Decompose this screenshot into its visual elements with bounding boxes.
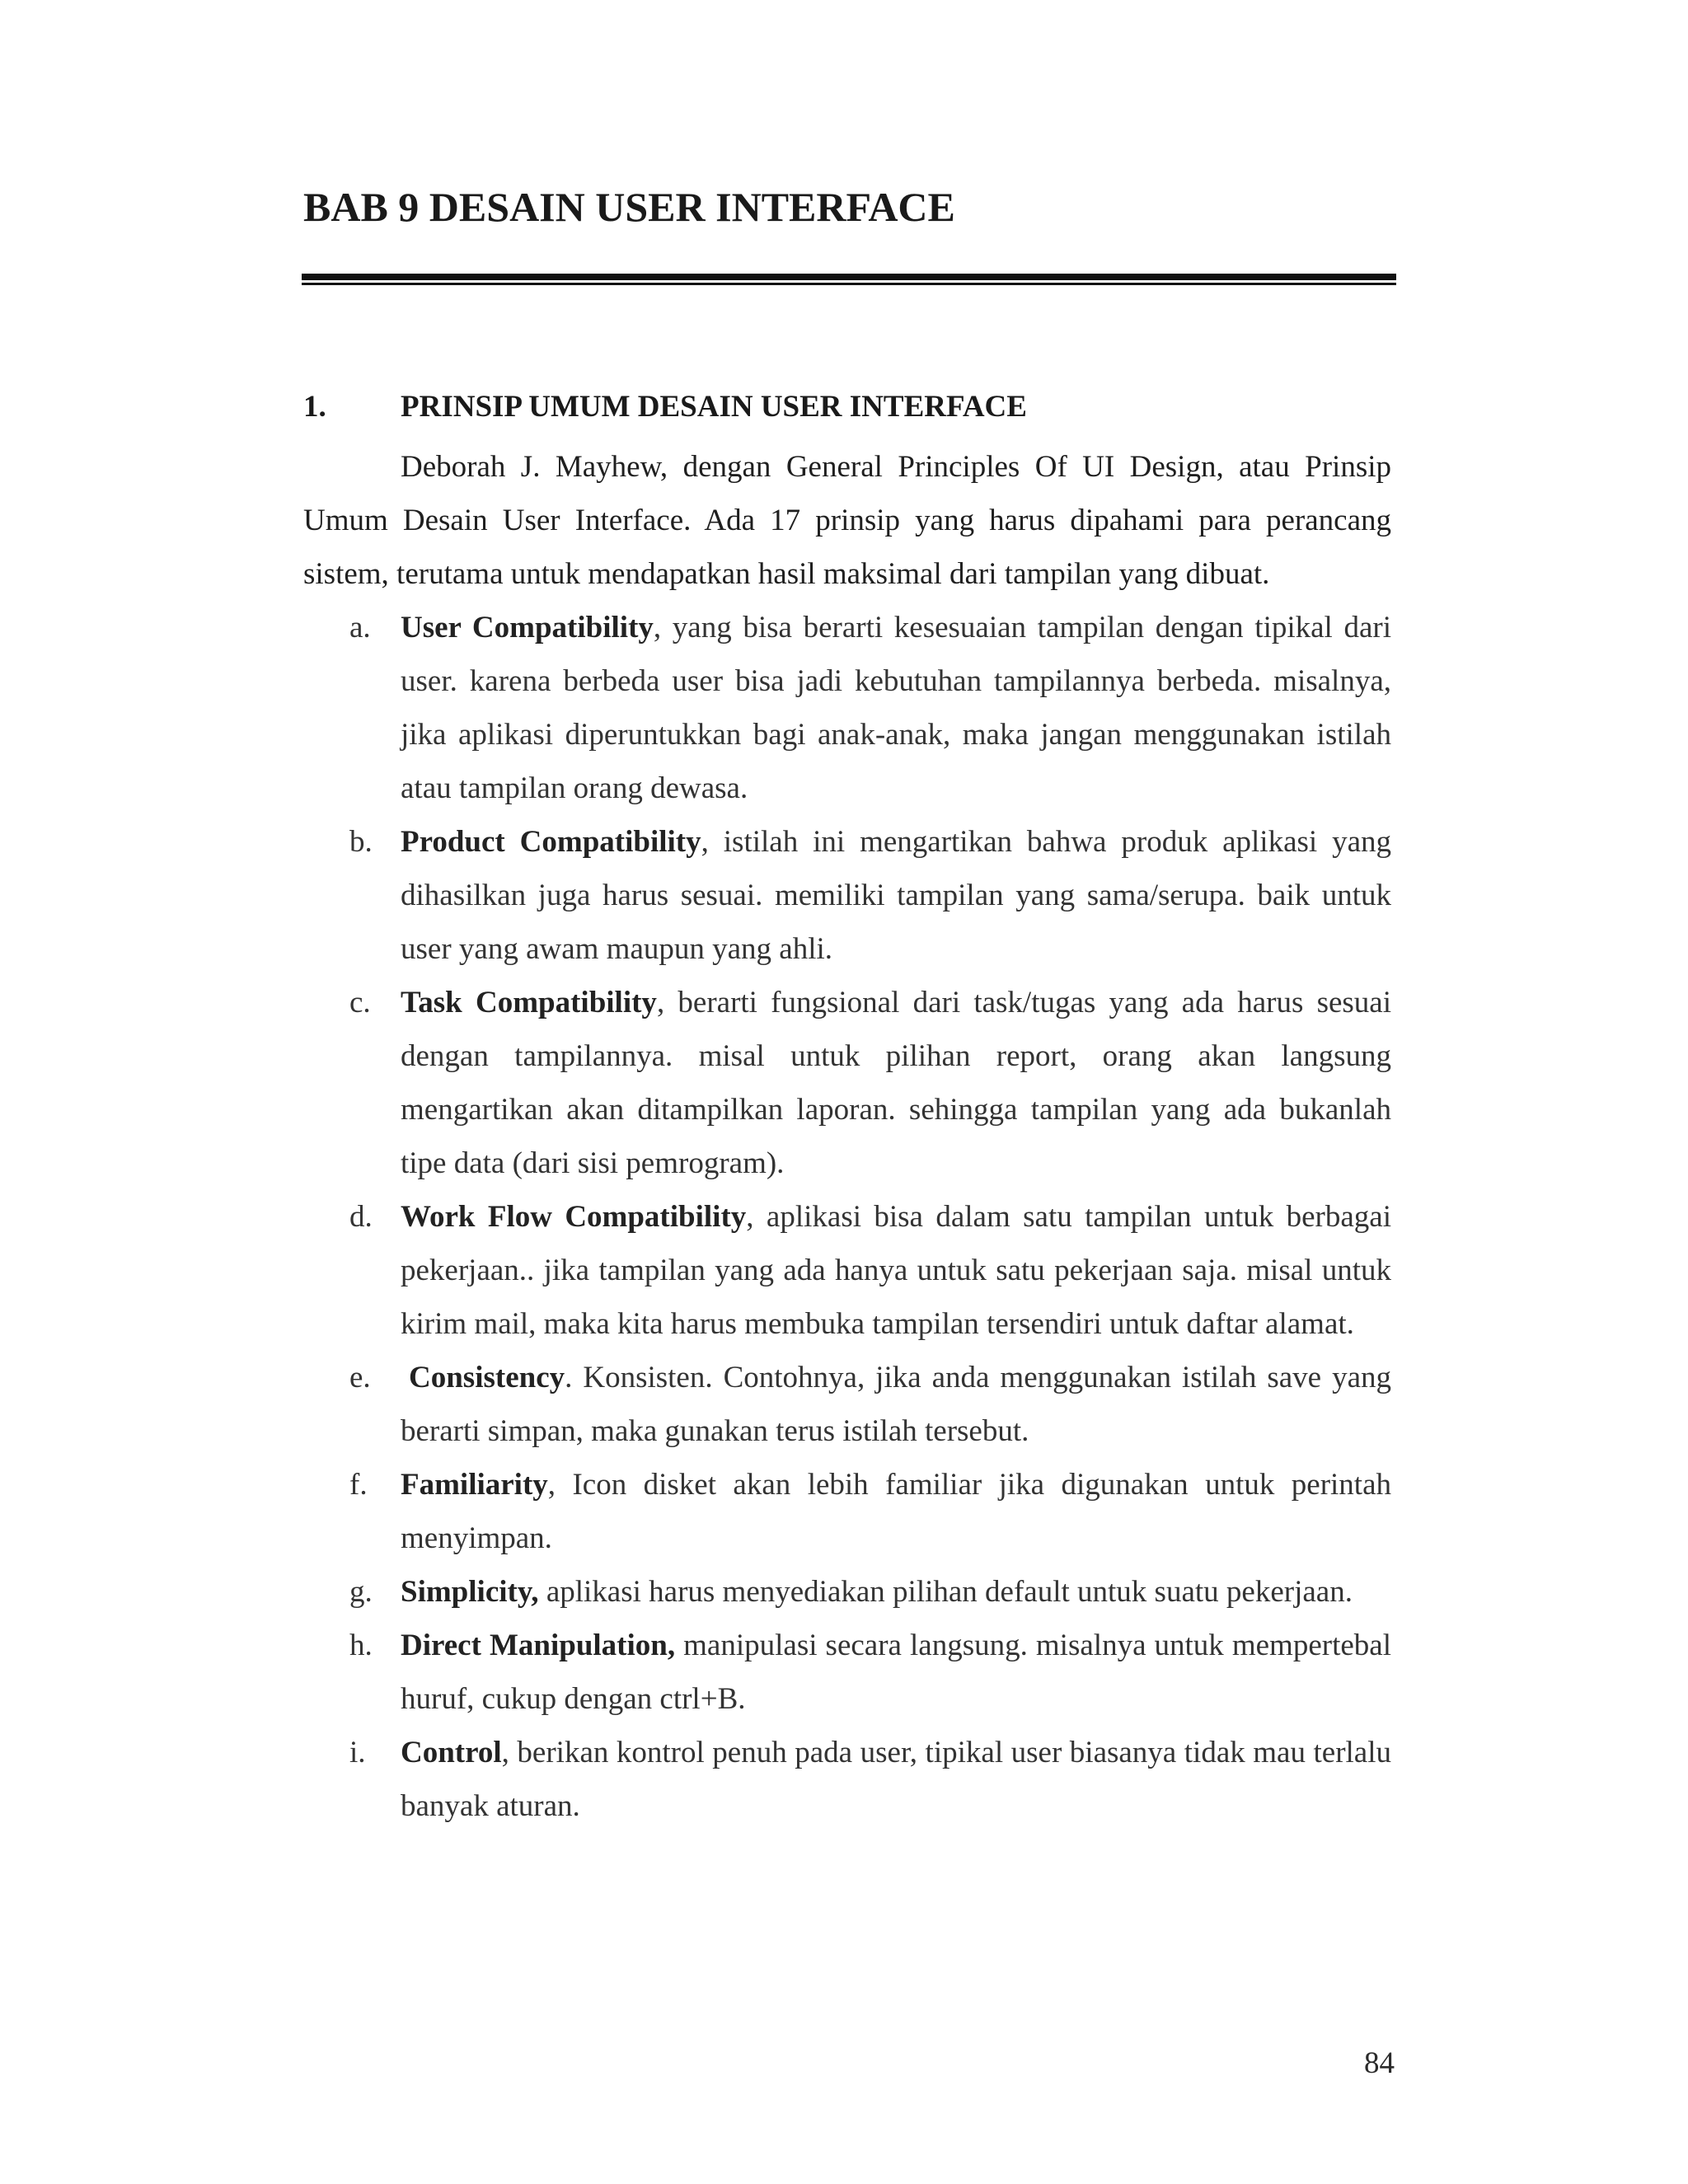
section-content [303, 440, 1391, 1833]
intro-paragraph: Deborah J. Mayhew, dengan General Principles Of UI Design, atau Prinsip Umum Desain User Interface. Ada 17 prinsip yang harus dipahami para perancang sistem, terutama untuk mendapatkan hasil maksimal dari tampilan yang dibuat. [303, 450, 1391, 591]
section-title: PRINSIP UMUM DESAIN USER INTERFACE [401, 390, 1027, 424]
list-marker: g. [349, 1575, 373, 1609]
principle-text: , berikan kontrol penuh pada user, tipikal user biasanya tidak mau terlalu banyak aturan. [401, 1736, 1391, 1823]
list-item-user-compatibility [303, 601, 1391, 815]
list-marker: i. [349, 1736, 366, 1769]
principle-text: , aplikasi bisa dalam satu tampilan untuk berbagai pekerjaan.. jika tampilan yang ada hanya untuk satu pekerjaan saja. misal untuk kirim mail, maka kita harus membuka tampilan tersendiri untuk daftar alamat. [401, 1200, 1391, 1341]
principle-text: , berarti fungsional dari task/tugas yang ada harus sesuai dengan tampilannya. misal untuk pilihan report, orang akan langsung mengartikan akan ditampilkan laporan. sehingga tampilan yang ada bukanlah tipe data (dari sisi pemrogram). [401, 986, 1391, 1180]
principle-term: Product Compatibility [401, 825, 701, 859]
list-marker: h. [349, 1629, 373, 1662]
principle-text: , Icon disket akan lebih familiar jika digunakan untuk perintah menyimpan. [401, 1468, 1391, 1555]
list-item-task-compatibility [303, 976, 1391, 1190]
chapter-title: BAB 9 DESAIN USER INTERFACE [303, 184, 955, 230]
principle-term: Simplicity, [401, 1575, 539, 1609]
principle-term: Familiarity [401, 1468, 548, 1502]
principle-term: Control [401, 1736, 502, 1769]
section-number: 1. [303, 390, 326, 424]
list-item-control [303, 1726, 1391, 1833]
principle-term: Direct Manipulation, [401, 1629, 676, 1662]
principle-text: . Konsisten. Contohnya, jika anda menggunakan istilah save yang berarti simpan, maka gunakan terus istilah tersebut. [401, 1361, 1391, 1448]
list-item-work-flow-compatibility [303, 1190, 1391, 1351]
principle-term: User Compatibility [401, 611, 654, 644]
list-marker: e. [349, 1361, 371, 1394]
page-number: 84 [1364, 2046, 1395, 2080]
title-rule-thin [302, 283, 1396, 285]
list-item-familiarity [303, 1458, 1391, 1565]
principle-term: Work Flow Compatibility [401, 1200, 747, 1234]
list-marker: c. [349, 986, 371, 1019]
principle-text: , yang bisa berarti kesesuaian tampilan dengan tipikal dari user. karena berbeda user bisa jadi kebutuhan tampilannya berbeda. misalnya, jika aplikasi diperuntukkan bagi anak-anak, maka jangan menggunakan istilah atau tampilan orang dewasa. [401, 611, 1391, 805]
list-marker: d. [349, 1200, 373, 1234]
list-marker: f. [349, 1468, 368, 1502]
title-rule-thick [302, 274, 1396, 280]
principle-term: Consistency [409, 1361, 565, 1394]
principle-text: manipulasi secara langsung. misalnya untuk mempertebal huruf, cukup dengan ctrl+B. [401, 1629, 1391, 1716]
list-item-direct-manipulation [303, 1619, 1391, 1726]
principles-list [303, 601, 1391, 1833]
list-item-product-compatibility [303, 815, 1391, 976]
list-item-consistency [303, 1351, 1391, 1458]
principle-text: , istilah ini mengartikan bahwa produk aplikasi yang dihasilkan juga harus sesuai. memiliki tampilan yang sama/serupa. baik untuk user yang awam maupun yang ahli. [401, 825, 1391, 966]
list-item-simplicity [303, 1565, 1391, 1619]
principle-text: aplikasi harus menyediakan pilihan default untuk suatu pekerjaan. [538, 1575, 1353, 1609]
list-marker: a. [349, 611, 371, 644]
list-marker: b. [349, 825, 373, 859]
section-heading [303, 389, 1027, 424]
principle-term: Task Compatibility [401, 986, 657, 1019]
